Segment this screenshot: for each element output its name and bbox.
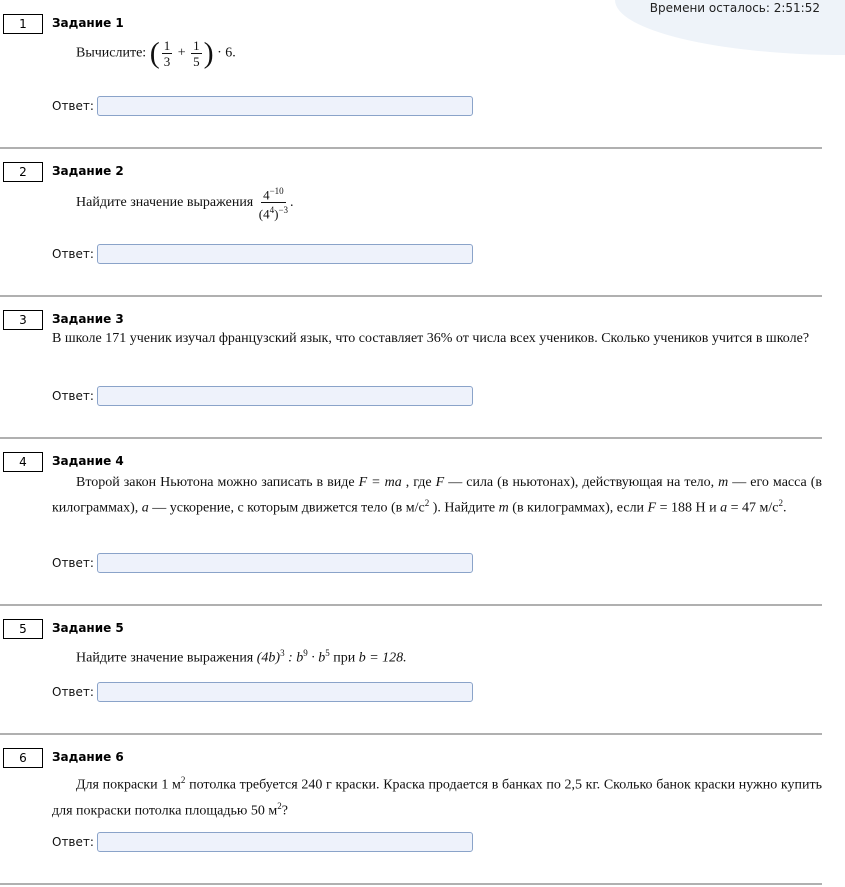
task-text-label: Найдите значение выражения <box>76 195 254 211</box>
denominator: 3 <box>163 54 171 69</box>
text: — ускорение, с которым движется тело (в м/с <box>148 500 425 516</box>
exponent: −10 <box>269 186 284 196</box>
divider <box>0 295 822 297</box>
task-text <box>76 38 236 69</box>
task-number: 5 <box>3 619 43 639</box>
numerator <box>261 184 286 203</box>
exponent: 2 <box>778 498 783 508</box>
answer-label: Ответ: <box>52 556 94 570</box>
formula: m <box>718 475 729 490</box>
fraction <box>162 38 173 69</box>
text: потолка требуется 240 г краски. Краска продается в банках по 2,5 кг. Сколько банок краски нужно купить для покраски потолка площадью 50 м <box>52 777 822 819</box>
answer-input[interactable] <box>97 96 473 116</box>
text: — сила (в ньютонах), действующая на тело, <box>444 475 719 490</box>
answer-input[interactable] <box>97 386 473 406</box>
task-text <box>76 643 407 669</box>
text: Для покраски 1 м <box>76 777 181 793</box>
text: ). Найдите <box>429 500 499 516</box>
formula: a <box>720 500 728 516</box>
task-text <box>52 770 822 821</box>
exponent: 4 <box>269 205 275 216</box>
base: (4 <box>258 206 270 222</box>
text: = 188 Н и <box>656 500 721 516</box>
formula: F <box>647 500 657 516</box>
exponent: 2 <box>180 775 186 785</box>
divider <box>0 147 822 149</box>
task-text <box>52 472 822 519</box>
paren: ) <box>203 36 214 70</box>
text: Второй закон Ньютона можно записать в виде <box>76 475 359 490</box>
text: , где <box>401 475 436 490</box>
task-number: 2 <box>3 162 43 182</box>
exponent: 2 <box>277 800 282 811</box>
answer-input[interactable] <box>97 832 473 852</box>
answer-label: Ответ: <box>52 247 94 261</box>
task-number: 3 <box>3 310 43 330</box>
text: (в килограммах), если <box>508 500 648 516</box>
task-title: Задание 1 <box>52 16 124 30</box>
denominator: 5 <box>193 54 200 69</box>
expr-tail: · 6. <box>217 45 236 61</box>
fraction <box>259 184 288 222</box>
answer-label: Ответ: <box>52 685 94 699</box>
formula: F = ma <box>358 475 402 490</box>
divider <box>0 883 822 885</box>
task-title: Задание 6 <box>52 750 124 764</box>
task-number: 4 <box>3 452 43 472</box>
fraction <box>191 38 202 69</box>
task-title: Задание 3 <box>52 312 124 326</box>
exponent: −3 <box>278 205 289 216</box>
exponent: 9 <box>303 648 308 658</box>
task-title: Задание 4 <box>52 454 124 468</box>
divider <box>0 437 822 439</box>
numerator: 1 <box>193 38 200 53</box>
text: . <box>782 500 787 516</box>
text: — его масса (в килограммах), <box>52 475 822 516</box>
formula: (4b) <box>256 650 281 666</box>
answer-input[interactable] <box>97 244 473 264</box>
formula: · b <box>307 650 326 666</box>
task-title: Задание 2 <box>52 164 124 178</box>
task-text-label: Вычислите: <box>76 45 147 61</box>
base: 4 <box>263 187 270 203</box>
exponent: 5 <box>325 648 330 658</box>
exponent: 2 <box>424 498 430 508</box>
text: = 47 м/с <box>727 500 779 516</box>
paren: ( <box>149 36 160 70</box>
text: ? <box>281 803 288 819</box>
answer-label: Ответ: <box>52 835 94 849</box>
text: Найдите значение выражения <box>76 650 254 666</box>
task-title: Задание 5 <box>52 621 124 635</box>
text: при <box>329 650 359 666</box>
formula: : b <box>284 650 304 666</box>
paren: ) <box>274 206 279 222</box>
task-number: 1 <box>3 14 43 34</box>
answer-input[interactable] <box>97 682 473 702</box>
formula: m <box>498 500 509 516</box>
plus: + <box>177 45 186 61</box>
numerator: 1 <box>163 38 171 53</box>
formula: b = 128. <box>358 650 407 666</box>
task-text <box>76 184 294 222</box>
timer: Времени осталось: 2:51:52 <box>649 1 820 15</box>
answer-label: Ответ: <box>52 389 94 403</box>
answer-input[interactable] <box>97 553 473 573</box>
formula: a <box>141 500 149 516</box>
task-text: В школе 171 ученик изучал французский язык, что составляет 36% от числа всех учеников. Сколько учеников учится в школе? <box>52 331 810 346</box>
exponent: 3 <box>280 648 285 658</box>
answer-label: Ответ: <box>52 99 94 113</box>
divider <box>0 604 822 606</box>
expr-tail: . <box>290 195 294 211</box>
denominator <box>259 203 288 221</box>
formula: F <box>435 475 445 490</box>
divider <box>0 733 822 735</box>
task-number: 6 <box>3 748 43 768</box>
